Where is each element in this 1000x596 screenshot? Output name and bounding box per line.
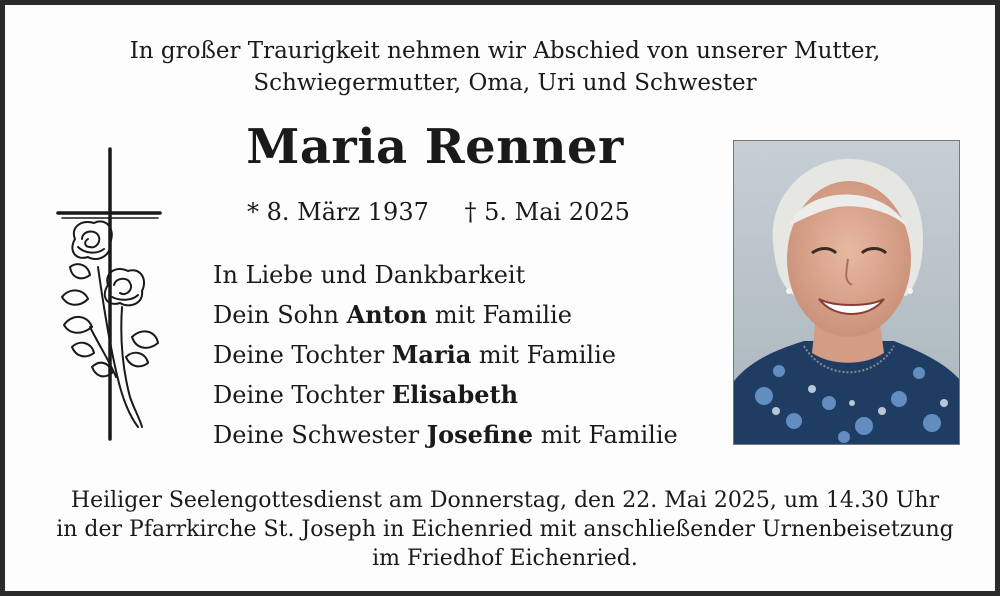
relation-suffix: mit Familie: [471, 341, 616, 369]
family-row-daughter-maria: [213, 335, 678, 375]
family-dedication: In Liebe und Dankbarkeit: [213, 261, 526, 289]
intro-text: [5, 35, 1000, 99]
cross-with-roses-icon: [50, 147, 165, 447]
relative-name: Elisabeth: [391, 380, 519, 409]
relative-name: Maria: [391, 340, 472, 369]
intro-line-1: In großer Traurigkeit nehmen wir Abschied von unserer Mutter,: [129, 38, 881, 64]
relative-name: Anton: [346, 300, 428, 329]
relation-label: Deine Tochter: [213, 341, 392, 369]
deceased-name: Maria Renner: [246, 119, 624, 175]
family-row-sister: [213, 415, 678, 455]
relation-label: Deine Schwester: [213, 421, 427, 449]
service-line-3: im Friedhof Eichenried.: [372, 546, 638, 571]
family-list: [213, 256, 678, 455]
relation-suffix: mit Familie: [427, 301, 572, 329]
life-dates: [233, 198, 633, 226]
relative-name: Josefine: [426, 420, 534, 449]
service-line-2: in der Pfarrkirche St. Joseph in Eichenried mit anschließender Urnenbeisetzung: [56, 517, 954, 542]
family-row-daughter-elisabeth: [213, 375, 678, 415]
portrait-photo: [733, 140, 960, 445]
service-info: [5, 486, 1000, 573]
service-line-1: Heiliger Seelengottesdienst am Donnerstag, den 22. Mai 2025, um 14.30 Uhr: [70, 488, 940, 513]
death-date: † 5. Mai 2025: [464, 198, 630, 226]
family-row-son: [213, 295, 678, 335]
intro-line-2: Schwiegermutter, Oma, Uri und Schwester: [253, 70, 757, 96]
relation-suffix: mit Familie: [533, 421, 678, 449]
relation-label: Deine Tochter: [213, 381, 392, 409]
portrait-image: [734, 141, 960, 445]
relation-label: Dein Sohn: [213, 301, 347, 329]
birth-date: * 8. März 1937: [247, 198, 429, 226]
